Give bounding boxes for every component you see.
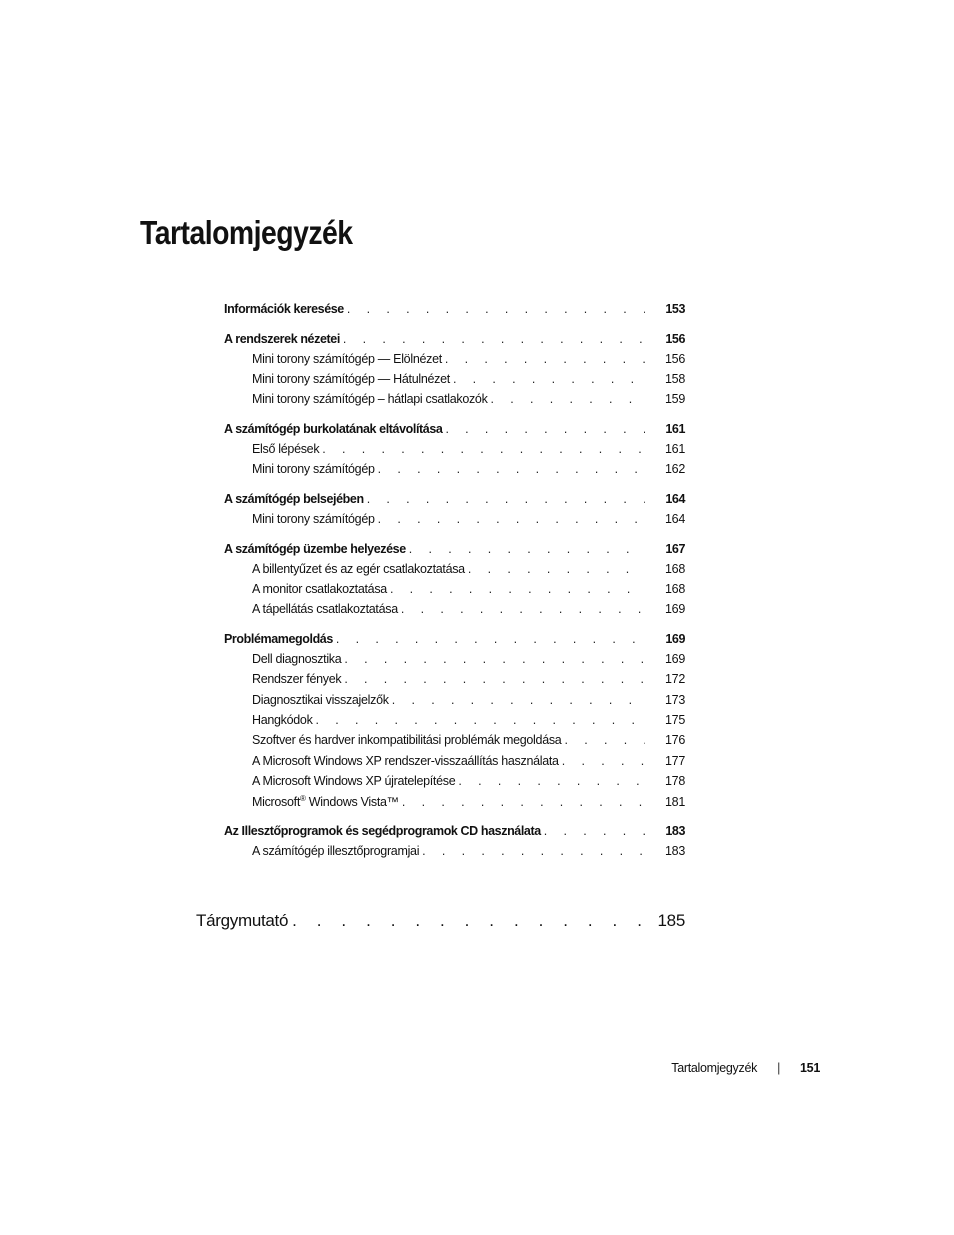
toc-entry-major[interactable]	[224, 302, 685, 322]
toc-entry-title-post: Windows Vista™	[305, 795, 399, 810]
footer-label: Tartalomjegyzék	[671, 1061, 758, 1075]
toc-entry-title: Mini torony számítógép	[252, 511, 375, 526]
toc-entry-title: Mini torony számítógép	[252, 462, 375, 477]
toc-entry-major[interactable]	[224, 332, 685, 352]
toc-section	[224, 542, 685, 623]
toc-entry-minor[interactable]	[224, 672, 685, 692]
toc-entry-page: 158	[665, 371, 685, 386]
toc-entry-title: Dell diagnosztika	[252, 652, 342, 667]
dot-leader	[316, 713, 645, 727]
dot-leader	[292, 911, 651, 931]
dot-leader	[336, 632, 645, 646]
dot-leader	[347, 302, 645, 316]
toc-entry-major[interactable]	[224, 422, 685, 442]
dot-leader	[409, 542, 645, 556]
toc-entry-minor[interactable]	[224, 794, 685, 814]
toc-section	[224, 302, 685, 322]
toc-entry-page: 183	[665, 824, 685, 839]
toc-entry-title: A számítógép üzembe helyezése	[224, 541, 406, 556]
toc-entry-page: 161	[665, 441, 685, 456]
toc-entry-page: 183	[665, 844, 685, 859]
dot-leader	[392, 693, 645, 707]
dot-leader	[458, 774, 645, 788]
index-title: Tárgymutató	[196, 911, 289, 930]
toc-entry-minor[interactable]	[224, 844, 685, 864]
toc-entry-title: Hangkódok	[252, 713, 313, 728]
toc-entry-minor[interactable]	[224, 462, 685, 482]
toc-entry-title: A Microsoft Windows XP rendszer-visszaállítás használata	[252, 753, 559, 768]
toc-entry-minor[interactable]	[224, 733, 685, 753]
page-title: Tartalomjegyzék	[140, 214, 353, 251]
toc-entry-title-pre: Microsoft	[252, 795, 301, 810]
toc-entry-page: 168	[665, 582, 685, 597]
toc-entry-title: Első lépések	[252, 441, 320, 456]
toc-entry-title: Információk keresése	[224, 302, 344, 316]
dot-leader	[378, 462, 645, 476]
toc-entry-title: A Microsoft Windows XP újratelepítése	[252, 773, 456, 788]
dot-leader	[562, 754, 645, 768]
dot-leader	[378, 512, 645, 526]
toc-entry-major[interactable]	[224, 824, 685, 844]
toc-entry-page: 156	[665, 331, 685, 346]
dot-leader	[445, 352, 645, 366]
dot-leader	[390, 582, 645, 596]
toc-entry-title: Szoftver és hardver inkompatibilitási problémák megoldása	[252, 733, 562, 748]
toc-entry-title: Mini torony számítógép — Hátulnézet	[252, 371, 450, 386]
toc-entry-minor[interactable]	[224, 392, 685, 412]
toc-entry-minor[interactable]	[224, 512, 685, 532]
footer-separator: |	[777, 1061, 781, 1075]
toc-entry-major[interactable]	[224, 632, 685, 652]
toc-entry-title: A rendszerek nézetei	[224, 331, 340, 346]
dot-leader	[322, 442, 645, 456]
toc-entry-page: 159	[665, 392, 685, 407]
toc-section	[224, 422, 685, 483]
dot-leader	[453, 372, 645, 386]
toc-entry-title: Az Illesztőprogramok és segédprogramok CD használata	[224, 824, 541, 839]
toc-entry-minor[interactable]	[224, 693, 685, 713]
toc-entry-major[interactable]	[224, 542, 685, 562]
toc-entry-minor[interactable]	[224, 774, 685, 794]
dot-leader	[491, 392, 645, 406]
toc-entry-title: A monitor csatlakoztatása	[252, 582, 387, 597]
toc-entry-major[interactable]	[224, 492, 685, 512]
table-of-contents	[224, 302, 685, 874]
index-page: 185	[657, 911, 685, 930]
page-footer	[671, 1061, 820, 1075]
toc-entry-page: 169	[665, 652, 685, 667]
toc-entry-page: 177	[665, 753, 685, 768]
dot-leader	[445, 422, 645, 436]
toc-entry-page: 168	[665, 561, 685, 576]
toc-entry-title: A billentyűzet és az egér csatlakoztatása	[252, 561, 465, 576]
toc-entry-title: Mini torony számítógép – hátlapi csatlakozók	[252, 392, 488, 407]
toc-entry-minor[interactable]	[224, 562, 685, 582]
dot-leader	[344, 672, 645, 686]
toc-entry-title: A számítógép illesztőprogramjai	[252, 844, 420, 859]
toc-entry-minor[interactable]	[224, 754, 685, 774]
footer-page-number: 151	[800, 1061, 820, 1075]
toc-entry-page: 169	[665, 632, 685, 647]
toc-entry-page: 162	[665, 462, 685, 477]
toc-entry-minor[interactable]	[224, 582, 685, 602]
toc-entry-title: A számítógép belsejében	[224, 491, 364, 506]
toc-entry-minor[interactable]	[224, 713, 685, 733]
toc-entry-page: 167	[665, 541, 685, 556]
dot-leader	[564, 733, 645, 747]
toc-entry-title	[252, 794, 399, 809]
toc-entry-title: A számítógép burkolatának eltávolítása	[224, 421, 443, 436]
toc-entry-page: 153	[665, 302, 685, 316]
toc-entry-minor[interactable]	[224, 602, 685, 622]
toc-entry-page: 156	[665, 351, 685, 366]
toc-entry-page: 164	[665, 511, 685, 526]
toc-entry-title: Diagnosztikai visszajelzők	[252, 692, 389, 707]
toc-entry-page: 175	[665, 713, 685, 728]
toc-section	[224, 332, 685, 413]
toc-section	[224, 632, 685, 814]
toc-entry-minor[interactable]	[224, 372, 685, 392]
toc-entry-title: A tápellátás csatlakoztatása	[252, 602, 398, 617]
toc-entry-title: Rendszer fények	[252, 672, 342, 687]
toc-entry-index[interactable]	[196, 911, 685, 931]
dot-leader	[402, 795, 645, 809]
toc-entry-title: Mini torony számítógép — Elölnézet	[252, 351, 442, 366]
toc-entry-page: 164	[665, 491, 685, 506]
toc-entry-title: Problémamegoldás	[224, 632, 333, 647]
toc-entry-page: 176	[665, 733, 685, 748]
toc-entry-page: 173	[665, 692, 685, 707]
toc-entry-minor[interactable]	[224, 652, 685, 672]
dot-leader	[343, 332, 645, 346]
toc-entry-minor[interactable]	[224, 442, 685, 462]
toc-section	[224, 492, 685, 532]
toc-entry-page: 181	[665, 795, 685, 810]
dot-leader	[401, 602, 645, 616]
toc-entry-page: 172	[665, 672, 685, 687]
dot-leader	[367, 492, 645, 506]
dot-leader	[468, 562, 645, 576]
toc-entry-minor[interactable]	[224, 352, 685, 372]
toc-entry-page: 169	[665, 602, 685, 617]
toc-entry-page: 161	[665, 421, 685, 436]
toc-section	[224, 824, 685, 864]
toc-entry-page: 178	[665, 773, 685, 788]
dot-leader	[544, 824, 645, 838]
dot-leader	[422, 844, 645, 858]
registered-mark: ®	[300, 794, 306, 804]
dot-leader	[344, 652, 645, 666]
